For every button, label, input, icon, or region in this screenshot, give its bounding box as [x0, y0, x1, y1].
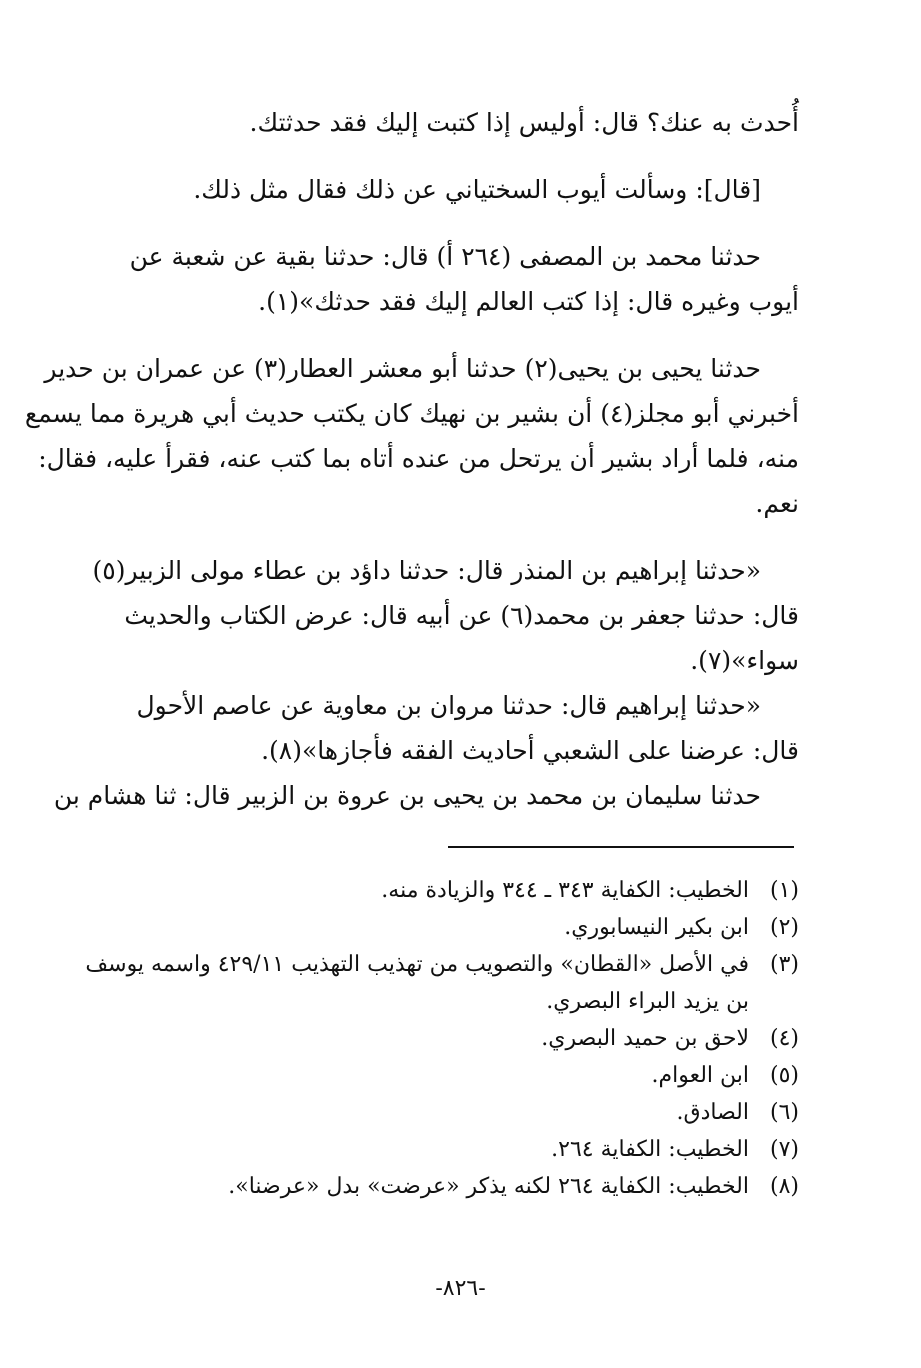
text-line: [قال]: وسألت أيوب السختياني عن ذلك فقال مثل ذلك.: [193, 175, 761, 204]
text-line: أُحدث به عنك؟ قال: أوليس إذا كتبت إليك فقد حدثتك.: [249, 108, 799, 137]
footnote-number: (٦): [769, 1100, 799, 1125]
footnote-item: [96, 909, 799, 946]
footnote-text: الخطيب: الكفاية ٢٦٤ لكنه يذكر «عرضت» بدل «عرضنا».: [228, 1174, 749, 1199]
text-line: سواء»(٧).: [690, 646, 799, 675]
footnote-item: [96, 872, 799, 909]
footnote-number: (٤): [769, 1026, 799, 1051]
text-line: حدثنا سليمان بن محمد بن يحيى بن عروة بن الزبير قال: ثنا هشام بن: [53, 781, 761, 810]
footnote-text: في الأصل «القطان» والتصويب من تهذيب التهذيب ٤٢٩/١١ واسمه يوسف: [85, 952, 749, 977]
text-line: قال: عرضنا على الشعبي أحاديث الفقه فأجازها»(٨).: [261, 736, 799, 765]
text-line: منه، فلما أراد بشير أن يرتحل من عنده أتاه بما كتب عنه، فقرأ عليه، فقال:: [38, 444, 799, 473]
footnote-number: (١): [769, 878, 799, 903]
footnote-text: ابن العوام.: [651, 1063, 749, 1088]
footnote-continuation: بن يزيد البراء البصري.: [546, 989, 749, 1014]
text-line: أخبرني أبو مجلز(٤) أن بشير بن نهيك كان يكتب حديث أبي هريرة مما يسمع: [24, 399, 799, 428]
footnote-number: (٥): [769, 1063, 799, 1088]
footnote-item: [96, 1020, 799, 1057]
footnote-number: (٢): [769, 915, 799, 940]
main-text: [24, 100, 799, 818]
footnote-text: الخطيب: الكفاية ٢٦٤.: [551, 1137, 749, 1162]
text-line: «حدثنا إبراهيم بن المنذر قال: حدثنا داؤد بن عطاء مولى الزبير(٥): [92, 556, 761, 585]
footnote-number: (٧): [769, 1137, 799, 1162]
page-number: -٨٢٦-: [435, 1276, 486, 1301]
footnote-text: الصادق.: [676, 1100, 749, 1125]
footnote-text: لاحق بن حميد البصري.: [541, 1026, 749, 1051]
footnote-item: [96, 1094, 799, 1131]
footnote-number: (٣): [769, 952, 799, 977]
footnote-item: [96, 1168, 799, 1205]
text-line: نعم.: [755, 489, 799, 518]
footnote-text: الخطيب: الكفاية ٣٤٣ ـ ٣٤٤ والزيادة منه.: [381, 878, 749, 903]
footnotes: [85, 872, 799, 1205]
text-line: أيوب وغيره قال: إذا كتب العالم إليك فقد حدثك»(١).: [258, 287, 799, 316]
text-line: حدثنا محمد بن المصفى (٢٦٤ أ) قال: حدثنا بقية عن شعبة عن: [129, 242, 761, 271]
text-line: قال: حدثنا جعفر بن محمد(٦) عن أبيه قال: عرض الكتاب والحديث: [124, 601, 799, 630]
footnote-item: [96, 1131, 799, 1168]
text-line: حدثنا يحيى بن يحيى(٢) حدثنا أبو معشر العطار(٣) عن عمران بن حدير: [44, 354, 761, 383]
footnote-item: [96, 1057, 799, 1094]
footnote-item: [85, 946, 799, 983]
footnote-text: ابن بكير النيسابوري.: [564, 915, 749, 940]
footnote-number: (٨): [769, 1174, 799, 1199]
text-line: «حدثنا إبراهيم قال: حدثنا مروان بن معاوية عن عاصم الأحول: [136, 691, 761, 720]
footnote-divider: [448, 846, 794, 848]
